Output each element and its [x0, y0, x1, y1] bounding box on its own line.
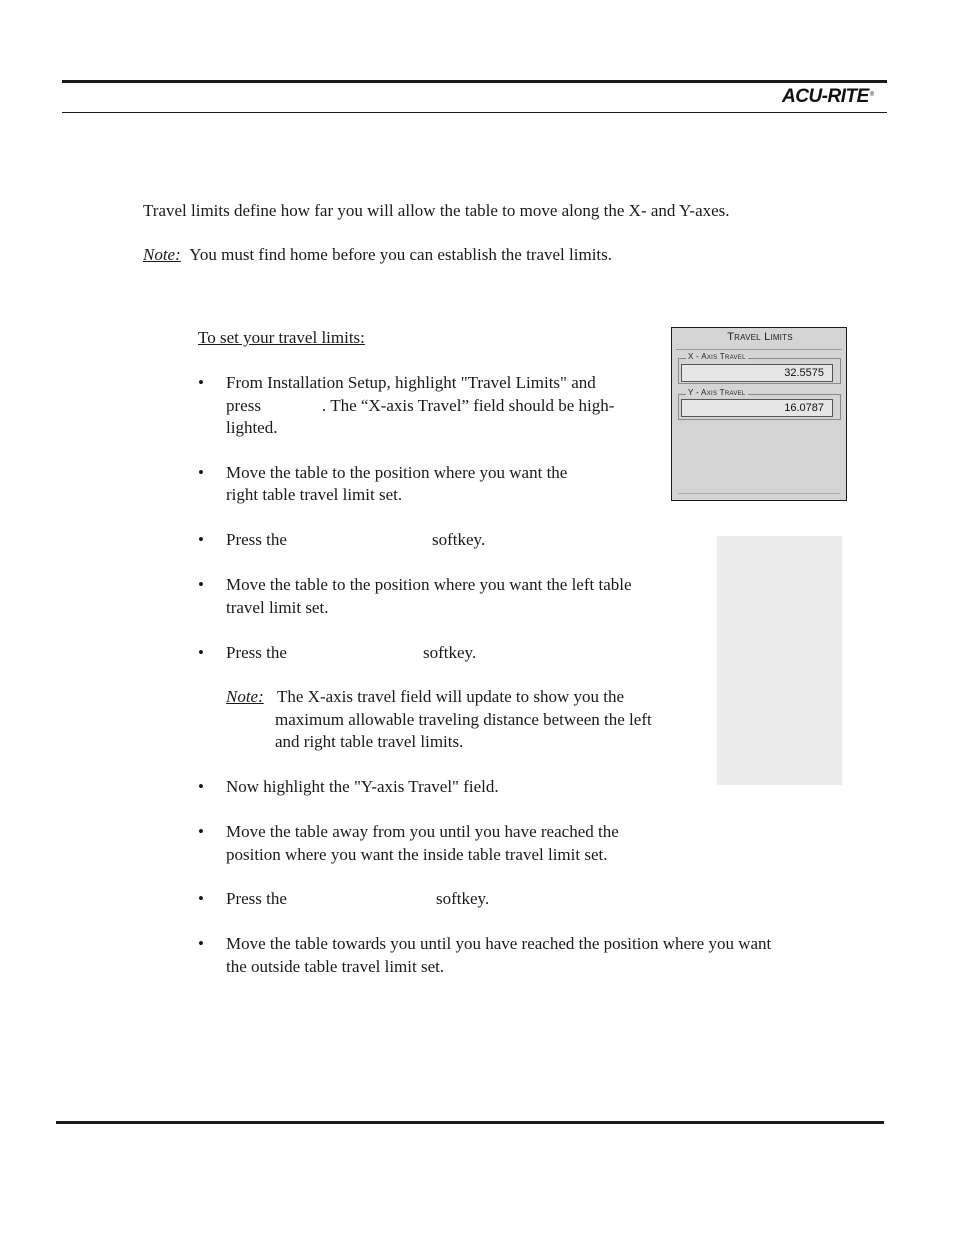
step-note-label: Note:	[226, 687, 264, 706]
step-8-press: Press the	[226, 889, 287, 908]
travel-limits-screen	[671, 327, 847, 501]
bullet: •	[198, 822, 204, 841]
step-5-softkey: softkey.	[423, 643, 477, 662]
step-5-press: Press the	[226, 643, 287, 662]
step-7-line-2: position where you want the inside table travel limit set.	[226, 845, 608, 864]
bullet: •	[198, 373, 204, 392]
step-1-line-2b: . The “X-axis Travel” field should be high-	[322, 396, 615, 415]
bullet: •	[198, 889, 204, 908]
footer-rule	[56, 1121, 884, 1124]
step-2-line-1: Move the table to the position where you want the	[226, 463, 568, 482]
intro-note	[143, 244, 612, 266]
step-9-line-2: the outside table travel limit set.	[226, 957, 445, 976]
step-1-line-1: From Installation Setup, highlight "Travel Limits" and	[226, 373, 596, 392]
step-4-line-2: travel limit set.	[226, 598, 329, 617]
bullet: •	[198, 463, 204, 482]
y-axis-travel-label: Y - Axis Travel	[688, 388, 746, 397]
intro-paragraph: Travel limits define how far you will allow the table to move along the X- and Y-axes.	[143, 201, 730, 220]
note-text: You must find home before you can establish the travel limits.	[189, 245, 613, 264]
step-7-line-1: Move the table away from you until you have reached the	[226, 822, 619, 841]
bullet: •	[198, 777, 204, 796]
step-4-line-1: Move the table to the position where you want the left table	[226, 575, 632, 594]
bullet: •	[198, 934, 204, 953]
step-note-line-1: The X-axis travel field will update to show you the	[277, 687, 624, 706]
procedure-heading: To set your travel limits:	[198, 328, 365, 347]
step-3-press: Press the	[226, 530, 287, 549]
x-axis-travel-field[interactable]: 32.5575	[681, 364, 833, 382]
header-rule-thick	[62, 80, 887, 83]
x-axis-travel-label: X - Axis Travel	[688, 352, 746, 361]
step-1-line-3: lighted.	[226, 418, 278, 437]
step-note-line-2: maximum allowable traveling distance between the left	[275, 710, 652, 729]
step-8-softkey: softkey.	[436, 889, 490, 908]
registered-mark: ®	[869, 92, 874, 98]
step-6-line-1: Now highlight the "Y-axis Travel" field.	[226, 777, 499, 796]
bullet: •	[198, 575, 204, 594]
bullet: •	[198, 643, 204, 662]
header-rule-thin	[62, 112, 887, 113]
step-note-line-3: and right table travel limits.	[275, 732, 464, 751]
step-2-line-2: right table travel limit set.	[226, 485, 403, 504]
bullet: •	[198, 530, 204, 549]
travel-limits-title: Travel Limits	[727, 331, 793, 343]
logo-text: ACU-RITE	[782, 86, 869, 107]
note-label: Note:	[143, 245, 181, 264]
step-9-line-1: Move the table towards you until you have reached the position where you want	[226, 934, 772, 953]
step-1-line-2a: press	[226, 396, 261, 415]
step-3-softkey: softkey.	[432, 530, 486, 549]
panel-bottom-line	[678, 493, 840, 494]
margin-sidebar-box	[717, 536, 842, 785]
y-axis-travel-field[interactable]: 16.0787	[681, 399, 833, 417]
panel-divider	[676, 349, 842, 350]
acu-rite-logo	[782, 86, 874, 108]
